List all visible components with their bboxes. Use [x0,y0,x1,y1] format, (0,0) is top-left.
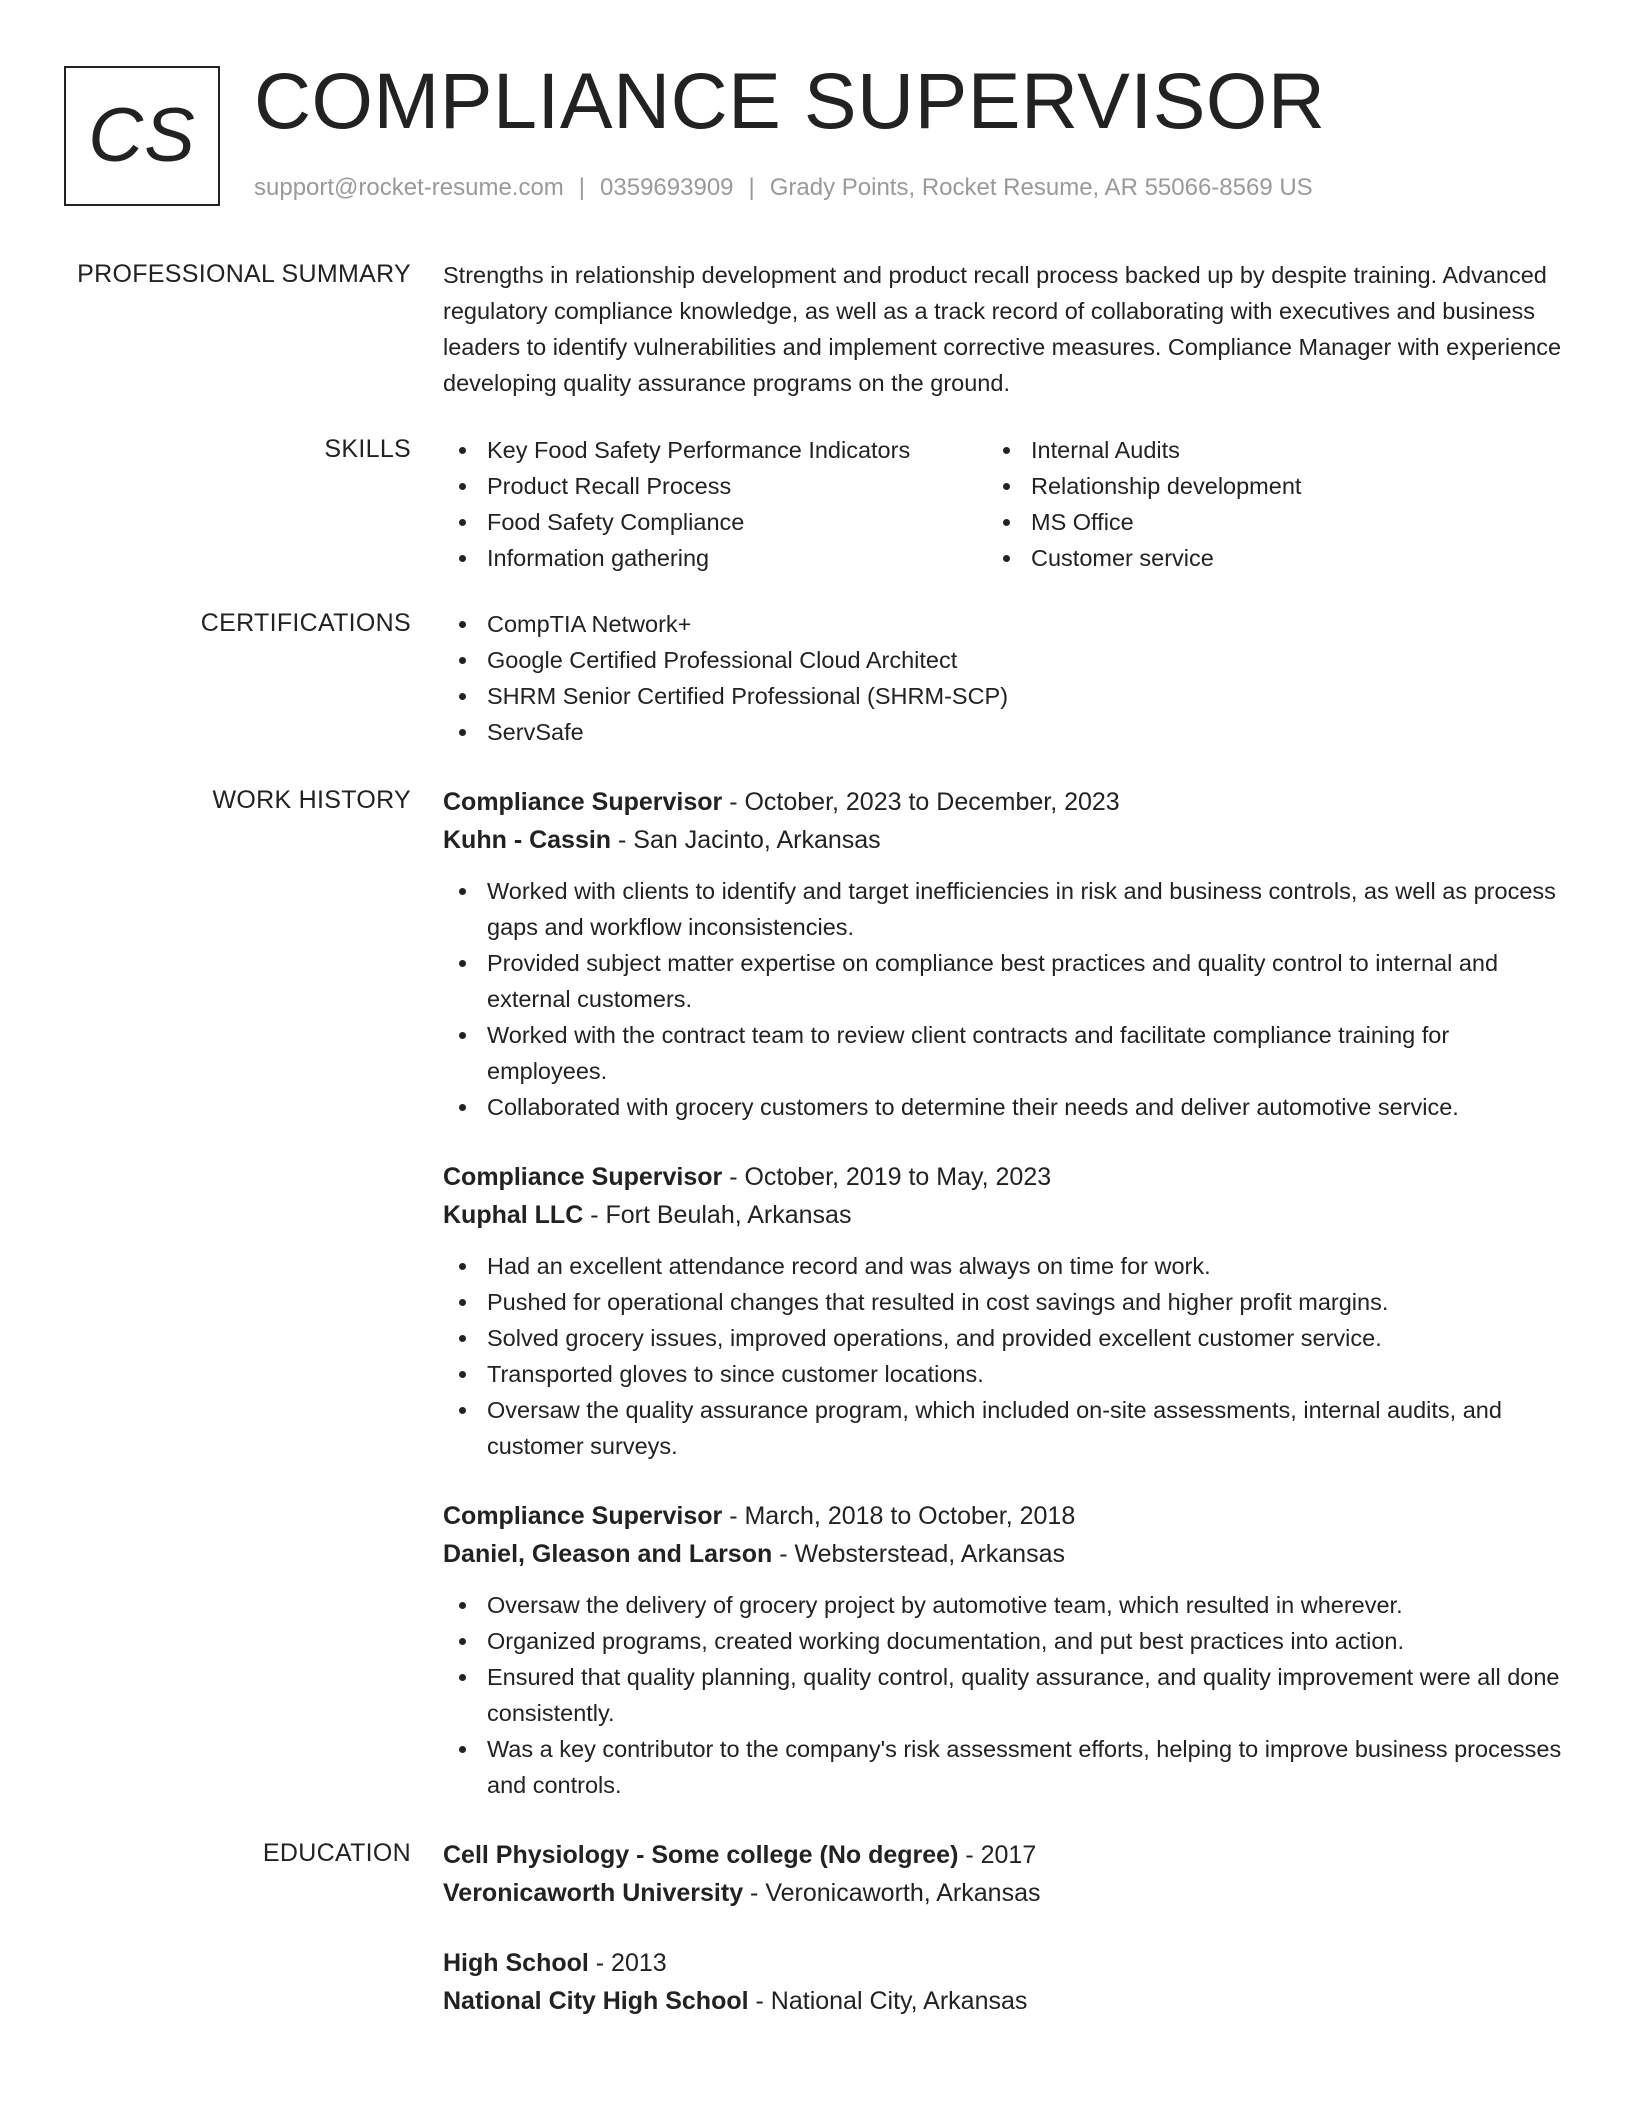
education-entry [443,1836,1563,1912]
section-label-skills: SKILLS [324,435,411,463]
job-title: Compliance Supervisor [443,788,723,816]
skill-item: Relationship development [987,468,1487,504]
section-label-certifications: CERTIFICATIONS [200,609,411,637]
section-label-work-history: WORK HISTORY [212,786,411,814]
job-duty-item: Pushed for operational changes that resulted in cost savings and higher profit margins. [443,1284,1563,1320]
certification-item: SHRM Senior Certified Professional (SHRM-SCP) [443,678,1563,714]
education-year: - 2017 [958,1841,1037,1869]
job-duty-item: Collaborated with grocery customers to determine their needs and deliver automotive service. [443,1089,1563,1125]
job-company-line [443,1196,1563,1234]
job-title: Compliance Supervisor [443,1502,723,1530]
education-degree-line [443,1944,1563,1982]
skill-item: Internal Audits [987,432,1487,468]
education-entry [443,1944,1563,2020]
job-title-line [443,1497,1563,1535]
job-duties-list [443,1248,1563,1464]
contact-phone: 0359693909 [600,174,734,201]
skill-item: Key Food Safety Performance Indicators [443,432,987,468]
job-entry [443,1497,1563,1803]
monogram-box [64,66,220,206]
job-duty-item: Was a key contributor to the company's risk assessment efforts, helping to improve business processes and controls. [443,1731,1563,1803]
contact-separator: | [578,174,586,201]
summary-body [443,257,1563,401]
work-history-body [443,1497,1563,1803]
job-duty-item: Oversaw the quality assurance program, which included on-site assessments, internal audits, and customer surveys. [443,1392,1563,1464]
job-title: Compliance Supervisor [443,1163,723,1191]
job-duty-item: Organized programs, created working documentation, and put best practices into action. [443,1623,1563,1659]
job-duty-item: Solved grocery issues, improved operations, and provided excellent customer service. [443,1320,1563,1356]
job-entry [443,783,1563,1125]
job-duty-item: Provided subject matter expertise on compliance best practices and quality control to internal and external customers. [443,945,1563,1017]
section-label-education: EDUCATION [262,1839,411,1867]
education-location: - Veronicaworth, Arkansas [743,1879,1041,1907]
certifications-body [443,606,1563,750]
certification-item: CompTIA Network+ [443,606,1563,642]
job-location: - San Jacinto, Arkansas [611,826,881,854]
contact-email: support@rocket-resume.com [254,174,564,201]
job-company-line [443,821,1563,859]
job-dates: - October, 2019 to May, 2023 [722,1163,1052,1191]
education-body [443,1836,1563,2020]
job-title-line [443,783,1563,821]
job-company: Daniel, Gleason and Larson [443,1540,773,1568]
monogram-initials: CS [88,93,196,178]
skill-item: Food Safety Compliance [443,504,987,540]
job-entry [443,1158,1563,1464]
job-duty-item: Worked with the contract team to review client contracts and facilitate compliance training for employees. [443,1017,1563,1089]
job-duty-item: Worked with clients to identify and target inefficiencies in risk and business controls, as well as process gaps and workflow inconsistencies. [443,873,1563,945]
education-school: National City High School [443,1987,749,2015]
job-location: - Websterstead, Arkansas [772,1540,1065,1568]
contact-separator: | [748,174,755,201]
skills-body [443,432,1563,576]
job-company: Kuhn - Cassin [443,826,612,854]
job-duties-list [443,1587,1563,1803]
work-history-body [443,783,1563,1125]
education-degree-line [443,1836,1563,1874]
job-company: Kuphal LLC [443,1201,584,1229]
certifications-list [443,606,1563,750]
certification-item: Google Certified Professional Cloud Architect [443,642,1563,678]
job-duty-item: Ensured that quality planning, quality control, quality assurance, and quality improvement were all done consistently. [443,1659,1563,1731]
job-dates: - March, 2018 to October, 2018 [722,1502,1076,1530]
education-year: - 2013 [588,1949,667,1977]
work-history-body [443,1158,1563,1464]
job-company-line [443,1535,1563,1573]
job-dates: - October, 2023 to December, 2023 [722,788,1120,816]
job-location: - Fort Beulah, Arkansas [583,1201,852,1229]
skill-item: Customer service [987,540,1487,576]
skill-item: Information gathering [443,540,987,576]
job-duty-item: Had an excellent attendance record and was always on time for work. [443,1248,1563,1284]
job-duties-list [443,873,1563,1125]
contact-address: Grady Points, Rocket Resume, AR 55066-8569 US [769,174,1313,201]
skills-list-col1 [443,432,987,576]
job-title-line [443,1158,1563,1196]
education-school-line [443,1874,1563,1912]
skill-item: MS Office [987,504,1487,540]
skills-list-col2 [987,432,1487,576]
summary-text: Strengths in relationship development and product recall process backed up by despite training. Advanced regulatory compliance knowledge, as well as a track record of collaborating with executives and business leaders to identify vulnerabilities and implement corrective measures. Compliance Manager with experience developing quality assurance programs on the ground. [443,262,1562,396]
job-duty-item: Oversaw the delivery of grocery project by automotive team, which resulted in wherever. [443,1587,1563,1623]
section-label-summary: PROFESSIONAL SUMMARY [77,260,411,288]
candidate-name: COMPLIANCE SUPERVISOR [254,56,1326,145]
education-school: Veronicaworth University [443,1879,744,1907]
education-location: - National City, Arkansas [748,1987,1028,2015]
education-school-line [443,1982,1563,2020]
education-degree: Cell Physiology - Some college (No degree) [443,1841,959,1869]
certification-item: ServSafe [443,714,1563,750]
skill-item: Product Recall Process [443,468,987,504]
education-degree: High School [443,1949,589,1977]
job-duty-item: Transported gloves to since customer locations. [443,1356,1563,1392]
contact-line [254,174,1313,203]
